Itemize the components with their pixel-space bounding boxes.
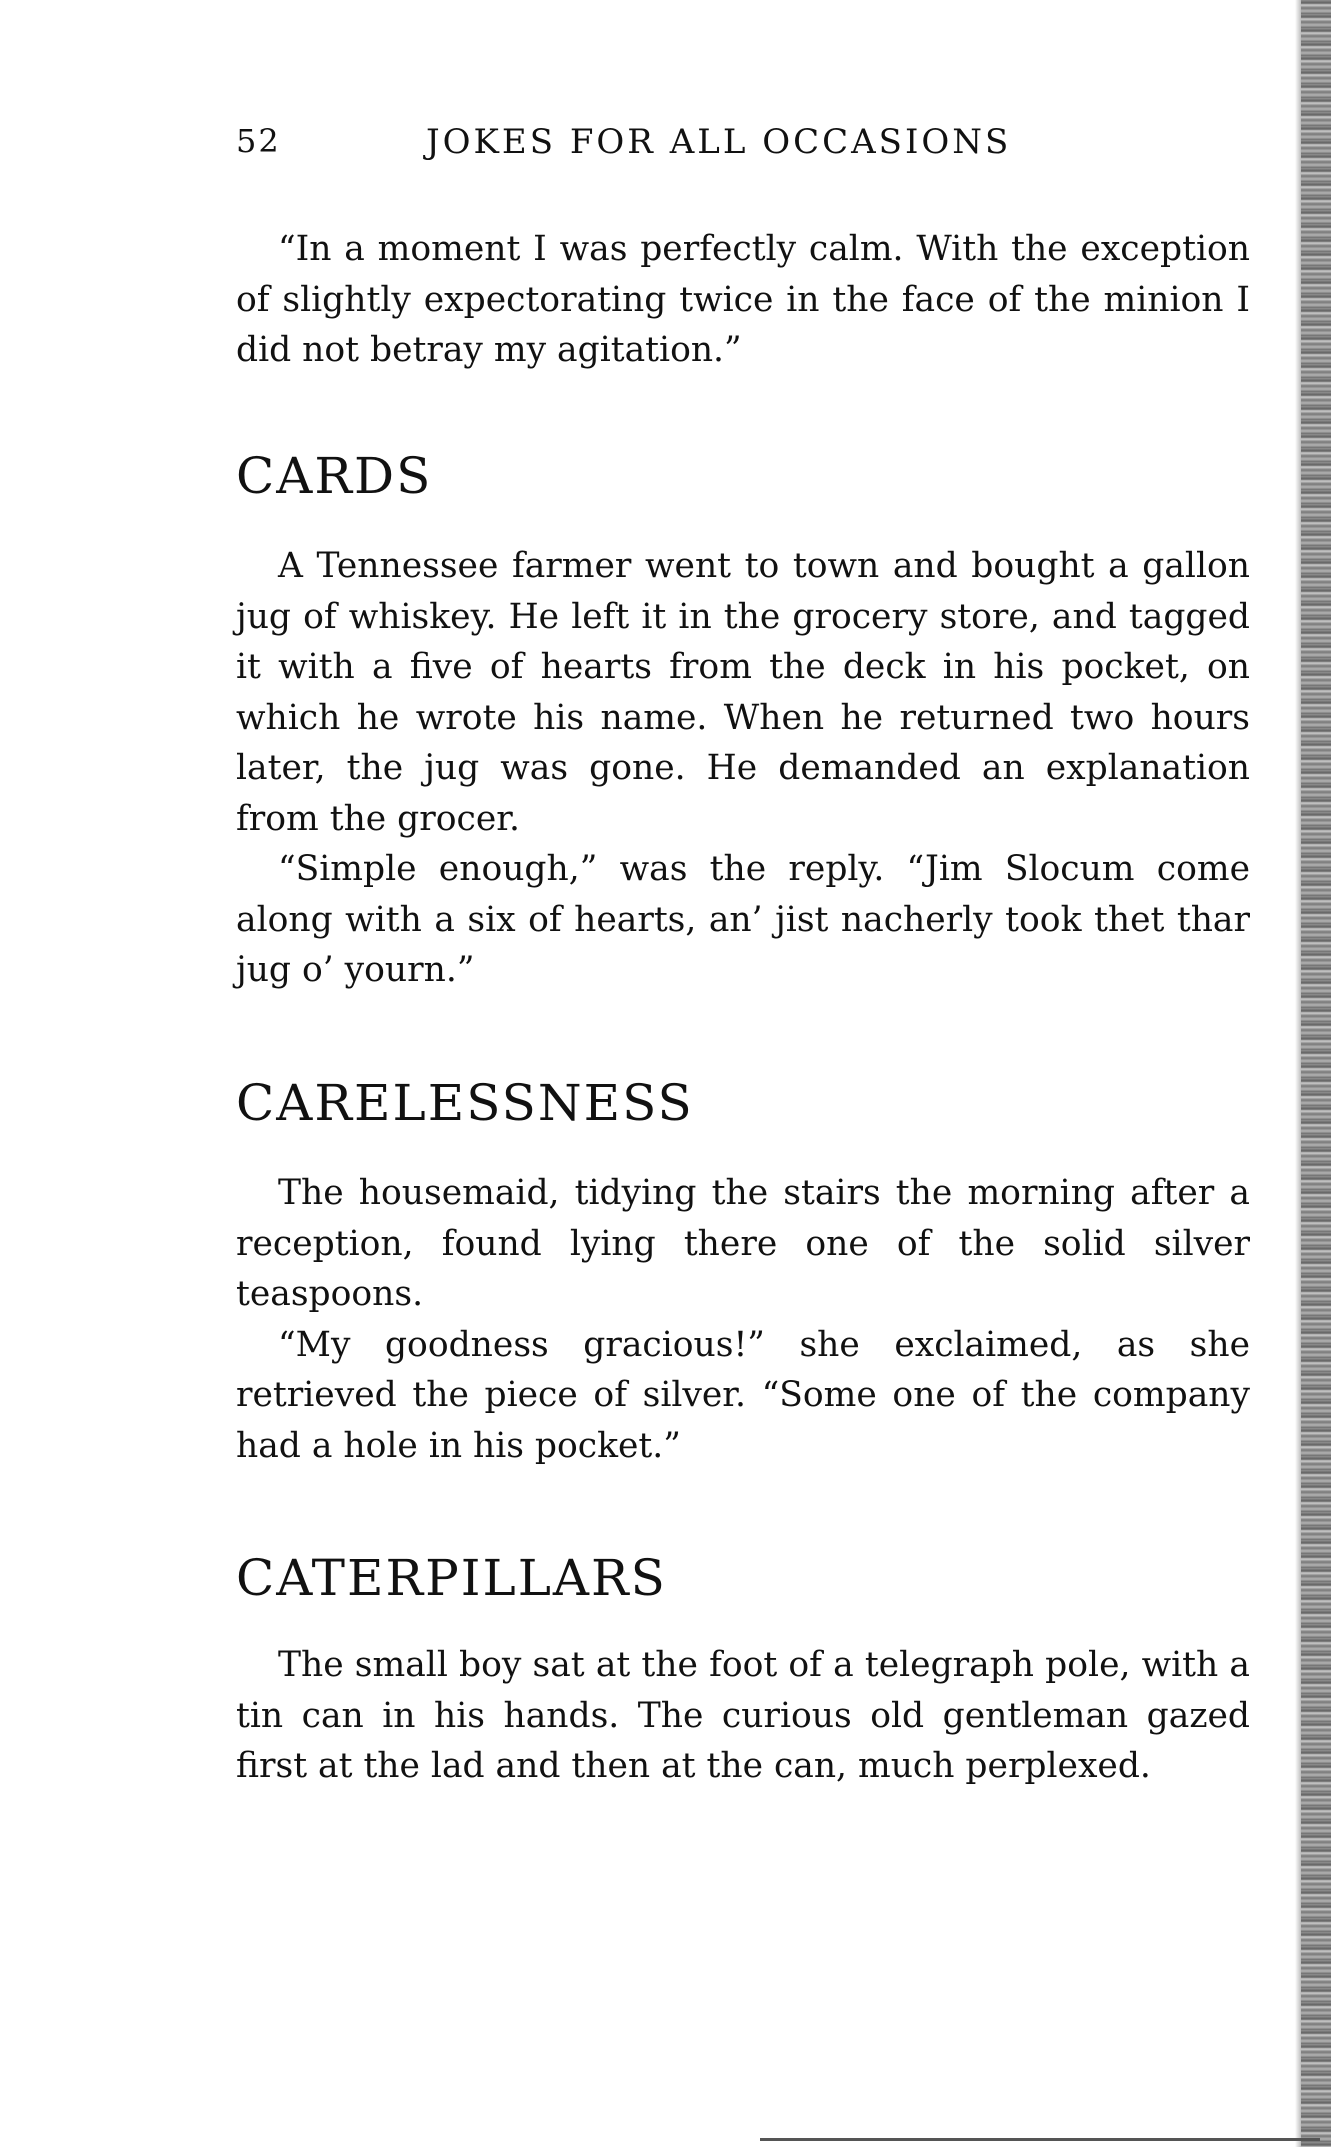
- opening-quote-block: [236, 224, 1250, 376]
- cards-paragraph-2: “Simple enough,” was the reply. “Jim Slocum come along with a six of hearts, an’ jist nacherly took thet thar jug o’ yourn.”: [236, 849, 1250, 990]
- section-heading-cards: CARDS: [236, 447, 433, 505]
- section-carelessness-body: [236, 1168, 1250, 1471]
- section-caterpillars-body: [236, 1640, 1250, 1792]
- carelessness-paragraph-1: The housemaid, tidying the stairs the morning after a reception, found lying there one of the solid silver teaspoons.: [236, 1173, 1250, 1314]
- book-spine-shadow: [1301, 0, 1331, 2147]
- caterpillars-paragraph-1: The small boy sat at the foot of a telegraph pole, with a tin can in his hands. The curious old gentleman gazed first at the lad and then at the can, much perplexed.: [236, 1645, 1250, 1786]
- section-heading-carelessness: CARELESSNESS: [236, 1074, 694, 1132]
- page-bottom-edge: [760, 2138, 1320, 2141]
- cards-paragraph-1: A Tennessee farmer went to town and bought a gallon jug of whiskey. He left it in the grocery store, and tagged it with a five of hearts from the deck in his pocket, on which he wrote his name. When he returned two hours later, the jug was gone. He demanded an explanation from the grocer.: [236, 546, 1250, 839]
- section-caterpillars-heading-block: [236, 1548, 1250, 1608]
- section-cards-body: [236, 541, 1250, 996]
- running-head: [236, 122, 1056, 172]
- opening-paragraph: “In a moment I was perfectly calm. With the exception of slightly expectorating twice in the face of the minion I did not betray my agitation.”: [236, 229, 1250, 370]
- page-number: 52: [236, 122, 281, 160]
- carelessness-paragraph-2: “My goodness gracious!” she exclaimed, as she retrieved the piece of silver. “Some one of the company had a hole in his pocket.”: [236, 1324, 1250, 1466]
- running-title: JOKES FOR ALL OCCASIONS: [426, 122, 1012, 162]
- section-heading-caterpillars: CATERPILLARS: [236, 1549, 667, 1607]
- spine-edge-gradient: [1295, 0, 1301, 2147]
- section-carelessness-heading-block: [236, 1073, 1250, 1133]
- section-cards-heading-block: [236, 446, 1250, 506]
